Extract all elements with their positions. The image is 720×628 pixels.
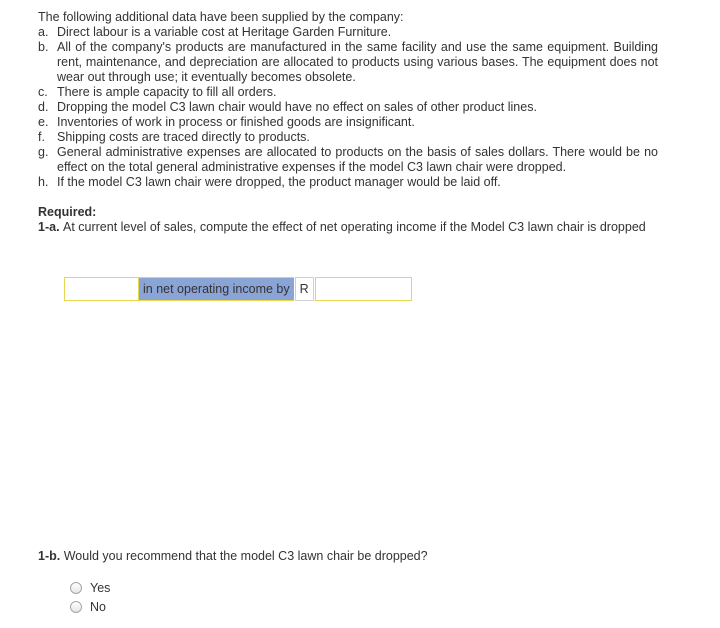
radio-label-no: No [90, 600, 106, 614]
item-letter: f. [38, 130, 45, 144]
currency-symbol: R [295, 277, 314, 301]
radio-button[interactable] [70, 601, 82, 613]
item-letter: c. [38, 85, 48, 99]
radio-option-no[interactable] [70, 600, 106, 614]
answer-fixed-text: in net operating income by [139, 277, 294, 301]
list-item [38, 115, 658, 130]
radio-option-yes[interactable] [70, 581, 110, 595]
question-content [38, 10, 658, 235]
increase-decrease-dropdown[interactable] [64, 277, 139, 301]
item-text: Shipping costs are traced directly to products. [57, 130, 310, 144]
item-text: General administrative expenses are allocated to products on the basis of sales dollars. There would be no effect on the total general administrative expenses if the model C3 lawn chair were dropped. [57, 145, 658, 174]
item-text: All of the company's products are manufactured in the same facility and use the same equipment. Building rent, maintenance, and depreciation are allocated to products using various bases. The equipment does not wear out through use; it eventually becomes obsolete. [57, 40, 658, 84]
list-item [38, 130, 658, 145]
question-1b [38, 549, 428, 564]
list-item [38, 100, 658, 115]
item-letter: h. [38, 175, 49, 189]
item-text: There is ample capacity to fill all orders. [57, 85, 277, 99]
required-heading: Required: [38, 205, 97, 219]
question-1b-label: 1-b. [38, 549, 61, 563]
list-item [38, 175, 658, 190]
question-1a [38, 220, 658, 235]
item-letter: a. [38, 25, 49, 39]
data-list [38, 25, 658, 190]
item-text: Dropping the model C3 lawn chair would have no effect on sales of other product lines. [57, 100, 537, 114]
item-text: If the model C3 lawn chair were dropped, the product manager would be laid off. [57, 175, 501, 189]
item-letter: g. [38, 145, 49, 159]
list-item [38, 145, 658, 175]
list-item [38, 85, 658, 100]
item-text: Direct labour is a variable cost at Heritage Garden Furniture. [57, 25, 392, 39]
answer-row-1a [64, 277, 412, 301]
question-1a-text: At current level of sales, compute the effect of net operating income if the Model C3 lawn chair is dropped [63, 220, 646, 234]
list-item [38, 40, 658, 85]
question-1b-text: Would you recommend that the model C3 lawn chair be dropped? [63, 549, 428, 563]
item-letter: b. [38, 40, 49, 54]
list-item [38, 25, 658, 40]
radio-button[interactable] [70, 582, 82, 594]
item-text: Inventories of work in process or finished goods are insignificant. [57, 115, 415, 129]
question-1a-label: 1-a. [38, 220, 60, 234]
item-letter: d. [38, 100, 49, 114]
item-letter: e. [38, 115, 49, 129]
amount-input[interactable] [315, 277, 412, 301]
radio-label-yes: Yes [90, 581, 111, 595]
intro-text: The following additional data have been supplied by the company: [38, 10, 404, 24]
